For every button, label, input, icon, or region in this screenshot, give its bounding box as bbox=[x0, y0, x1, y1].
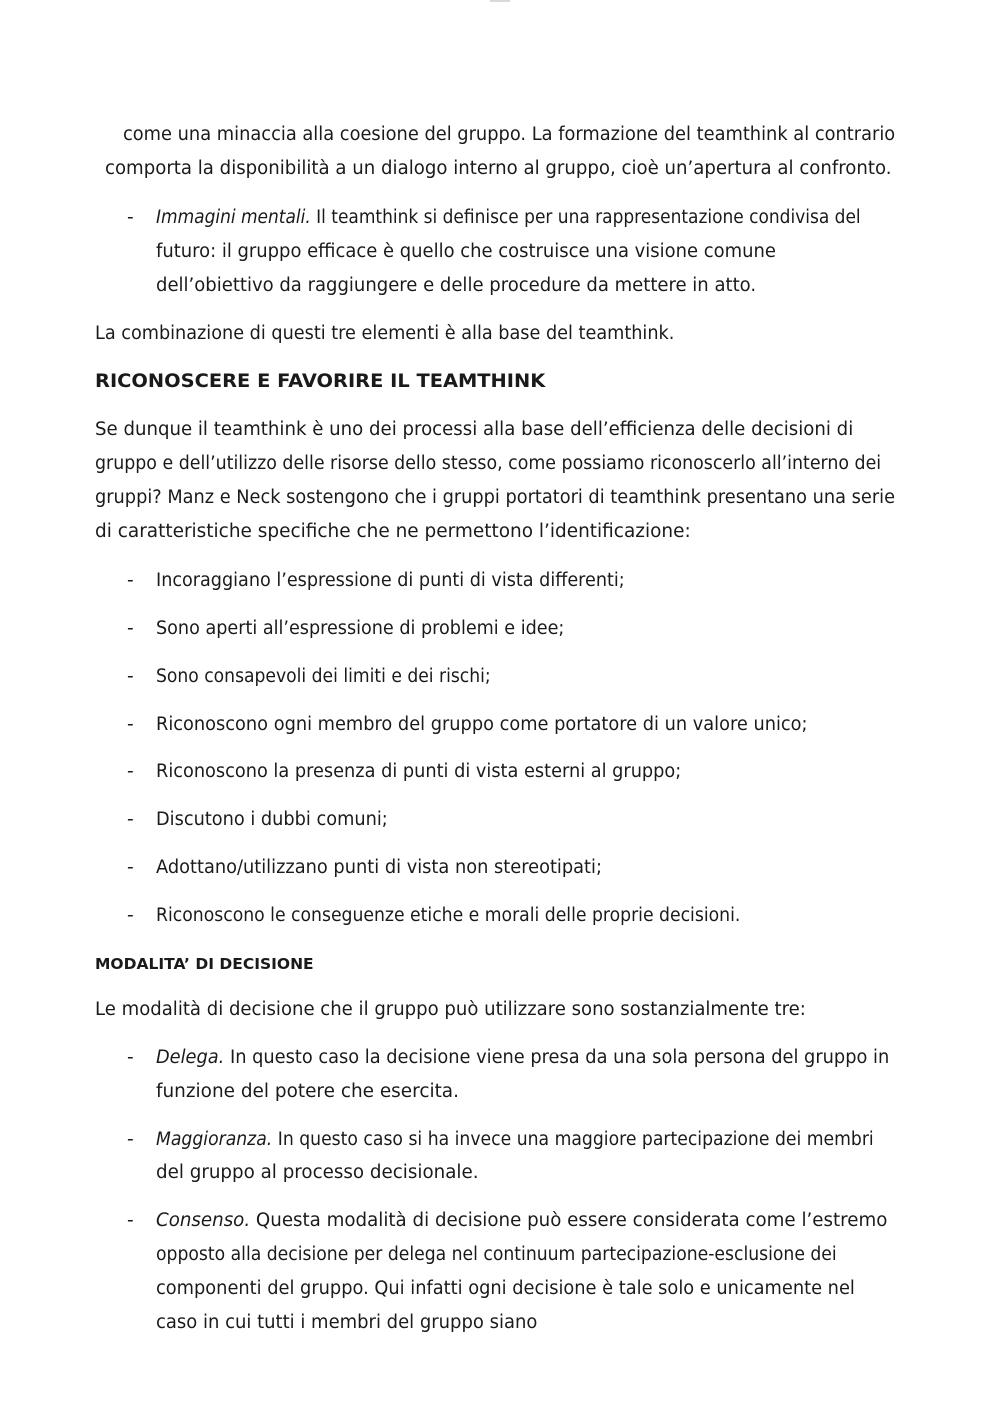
list-item-maggioranza-line-2: del gruppo al processo decisionale. bbox=[156, 1162, 479, 1183]
list-item-consenso-line-2: opposto alla decisione per delega nel continuum partecipazione-esclusione dei bbox=[156, 1244, 837, 1265]
list-item-immagini-line-1 bbox=[156, 206, 861, 230]
list-item-immagini-line-3: dell’obiettivo da raggiungere e delle procedure da mettere in atto. bbox=[156, 275, 757, 296]
list-item-consenso-line-3: componenti del gruppo. Qui infatti ogni decisione è tale solo e unicamente nel bbox=[156, 1278, 855, 1299]
paragraph-top-line-1: come una minaccia alla coesione del gruppo. La formazione del teamthink al contrario bbox=[123, 124, 896, 145]
list-item-delega-line-2: funzione del potere che esercita. bbox=[156, 1081, 459, 1102]
list-dash: - bbox=[127, 570, 134, 591]
list-item-text: Questa modalità di decisione può essere considerata come l’estremo bbox=[250, 1210, 888, 1231]
paragraph-intro-line-4: di caratteristiche specifiche che ne permettono l’identificazione: bbox=[95, 521, 691, 542]
list-dash: - bbox=[127, 761, 134, 782]
paragraph-intro-line-1: Se dunque il teamthink è uno dei processi alla base dell’efficienza delle decisioni di bbox=[95, 419, 854, 440]
characteristic-item: Incoraggiano l’espressione di punti di vista differenti; bbox=[156, 570, 625, 591]
list-item-term: Maggioranza. bbox=[156, 1129, 273, 1150]
characteristic-item: Discutono i dubbi comuni; bbox=[156, 809, 388, 830]
paragraph-top-line-2: comporta la disponibilità a un dialogo interno al gruppo, cioè un’apertura al confronto. bbox=[105, 158, 892, 179]
list-item-text: Il teamthink si definisce per una rappresentazione condivisa del bbox=[310, 207, 861, 228]
characteristic-item: Adottano/utilizzano punti di vista non stereotipati; bbox=[156, 857, 602, 878]
paragraph-intro-line-2: gruppo e dell’utilizzo delle risorse dello stesso, come possiamo riconoscerlo all’interno dei bbox=[95, 453, 882, 474]
list-dash: - bbox=[127, 714, 134, 735]
list-dash: - bbox=[127, 1047, 134, 1068]
characteristic-item: Sono aperti all’espressione di problemi e idee; bbox=[156, 618, 565, 639]
section-heading-modalita: MODALITA’ DI DECISIONE bbox=[95, 955, 314, 973]
list-item-delega-line-1 bbox=[156, 1046, 889, 1070]
characteristic-item: Sono consapevoli dei limiti e dei rischi; bbox=[156, 666, 491, 687]
list-item-consenso-line-1 bbox=[156, 1209, 887, 1233]
characteristic-item: Riconoscono la presenza di punti di vista esterni al gruppo; bbox=[156, 761, 682, 782]
list-item-consenso-line-4: caso in cui tutti i membri del gruppo siano bbox=[156, 1312, 538, 1333]
list-dash: - bbox=[127, 1210, 134, 1231]
paragraph-modalita: Le modalità di decisione che il gruppo può utilizzare sono sostanzialmente tre: bbox=[95, 999, 806, 1020]
list-item-term: Consenso. bbox=[156, 1210, 251, 1231]
list-item-term: Immagini mentali. bbox=[156, 207, 311, 228]
list-item-immagini-line-2: futuro: il gruppo efficace è quello che costruisce una visione comune bbox=[156, 241, 776, 262]
list-dash: - bbox=[127, 207, 134, 228]
characteristic-item: Riconoscono ogni membro del gruppo come portatore di un valore unico; bbox=[156, 714, 808, 735]
list-dash: - bbox=[127, 666, 134, 687]
paragraph-combination: La combinazione di questi tre elementi è alla base del teamthink. bbox=[95, 323, 675, 344]
paragraph-intro-line-3: gruppi? Manz e Neck sostengono che i gruppi portatori di teamthink presentano una serie bbox=[95, 487, 896, 508]
characteristic-item: Riconoscono le conseguenze etiche e morali delle proprie decisioni. bbox=[156, 905, 741, 926]
page-top-mark bbox=[490, 0, 510, 2]
list-dash: - bbox=[127, 905, 134, 926]
list-dash: - bbox=[127, 857, 134, 878]
list-dash: - bbox=[127, 1129, 134, 1150]
list-item-term: Delega. bbox=[156, 1047, 225, 1068]
list-item-maggioranza-line-1 bbox=[156, 1128, 874, 1152]
list-dash: - bbox=[127, 618, 134, 639]
section-heading-riconoscere: RICONOSCERE E FAVORIRE IL TEAMTHINK bbox=[95, 371, 546, 392]
list-dash: - bbox=[127, 809, 134, 830]
list-item-text: In questo caso la decisione viene presa da una sola persona del gruppo in bbox=[224, 1047, 890, 1068]
list-item-text: In questo caso si ha invece una maggiore partecipazione dei membri bbox=[272, 1129, 874, 1150]
